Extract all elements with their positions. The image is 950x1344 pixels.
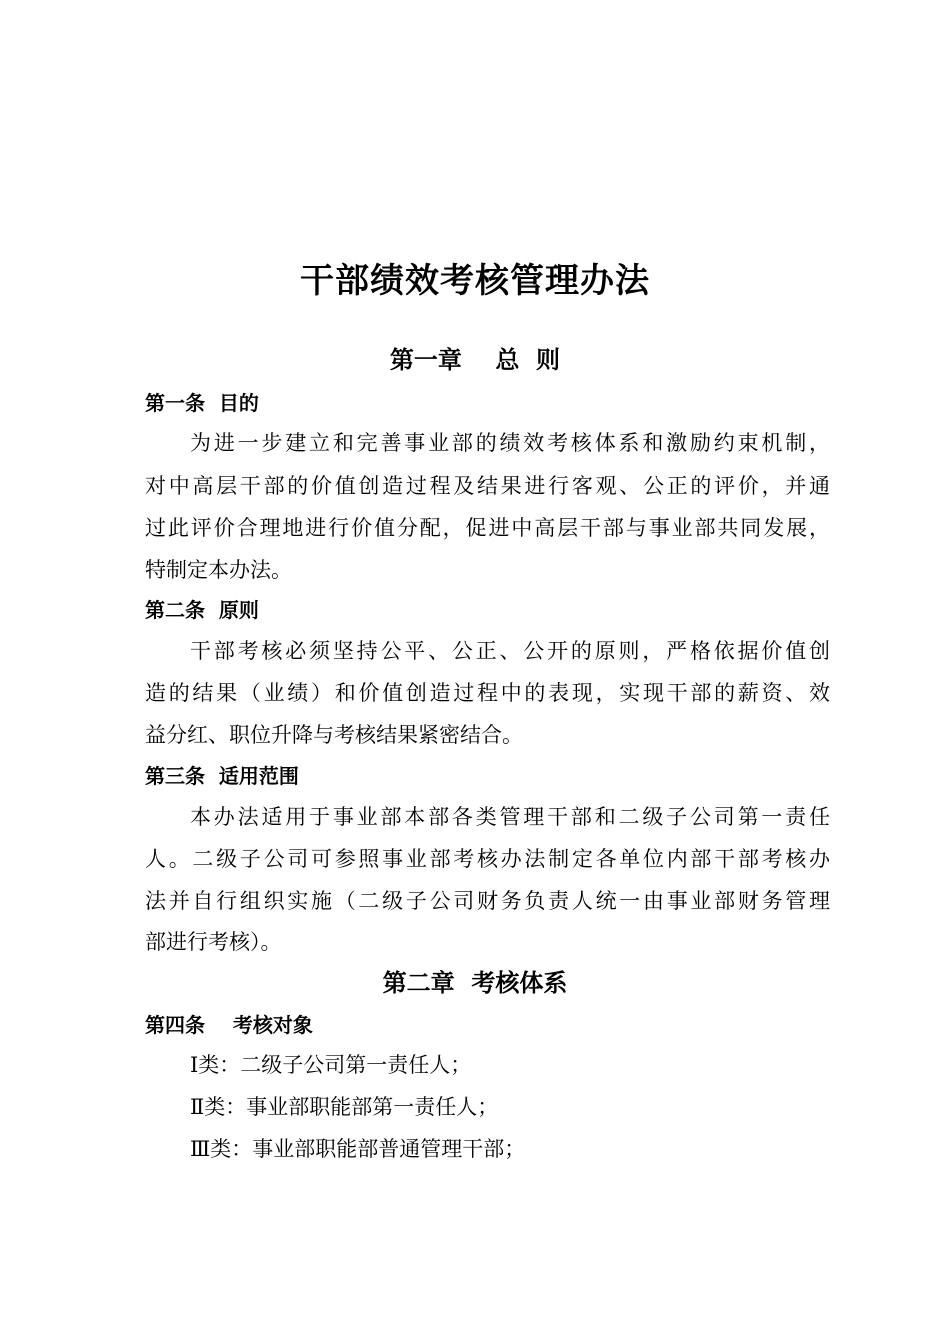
article-1-line-1: 为进一步建立和完善事业部的绩效考核体系和激励约束机制，: [190, 431, 830, 455]
article-3-line-2: 人。二级子公司可参照事业部考核办法制定各单位内部干部考核办: [145, 847, 830, 871]
article-3-line-3: 法并自行组织实施（二级子公司财务负责人统一由事业部财务管理: [145, 889, 830, 913]
list-item: Ⅱ类：事业部职能部第一责任人；: [190, 1095, 499, 1119]
document-title: 干部绩效考核管理办法: [300, 261, 650, 301]
article-4-heading: 第四条 考核对象: [145, 1013, 313, 1037]
article-3-line-4: 部进行考核）。: [145, 930, 282, 954]
chapter-2-heading: 第二章 考核体系: [382, 969, 568, 997]
article-1-line-2: 对中高层干部的价值创造过程及结果进行客观、公正的评价，并通: [145, 474, 830, 498]
article-2-line-3: 益分红、职位升降与考核结果紧密结合。: [145, 723, 523, 747]
article-1-line-4: 特制定本办法。: [145, 558, 292, 582]
article-2-line-2: 造的结果（业绩）和价值创造过程中的表现，实现干部的薪资、效: [145, 681, 830, 705]
list-item: Ⅰ类：二级子公司第一责任人；: [190, 1053, 472, 1077]
article-2-heading: 第二条 原则: [145, 598, 259, 622]
article-3-heading: 第三条 适用范围: [145, 764, 299, 788]
article-1-line-3: 过此评价合理地进行价值分配，促进中高层干部与事业部共同发展，: [145, 516, 830, 540]
list-item: Ⅲ类：事业部职能部普通管理干部；: [190, 1137, 526, 1161]
chapter-1-heading: 第一章 总 则: [389, 346, 561, 374]
article-3-line-1: 本办法适用于事业部本部各类管理干部和二级子公司第一责任: [190, 805, 830, 829]
article-1-heading: 第一条 目的: [145, 391, 259, 415]
article-2-line-1: 干部考核必须坚持公平、公正、公开的原则，严格依据价值创: [190, 639, 830, 663]
